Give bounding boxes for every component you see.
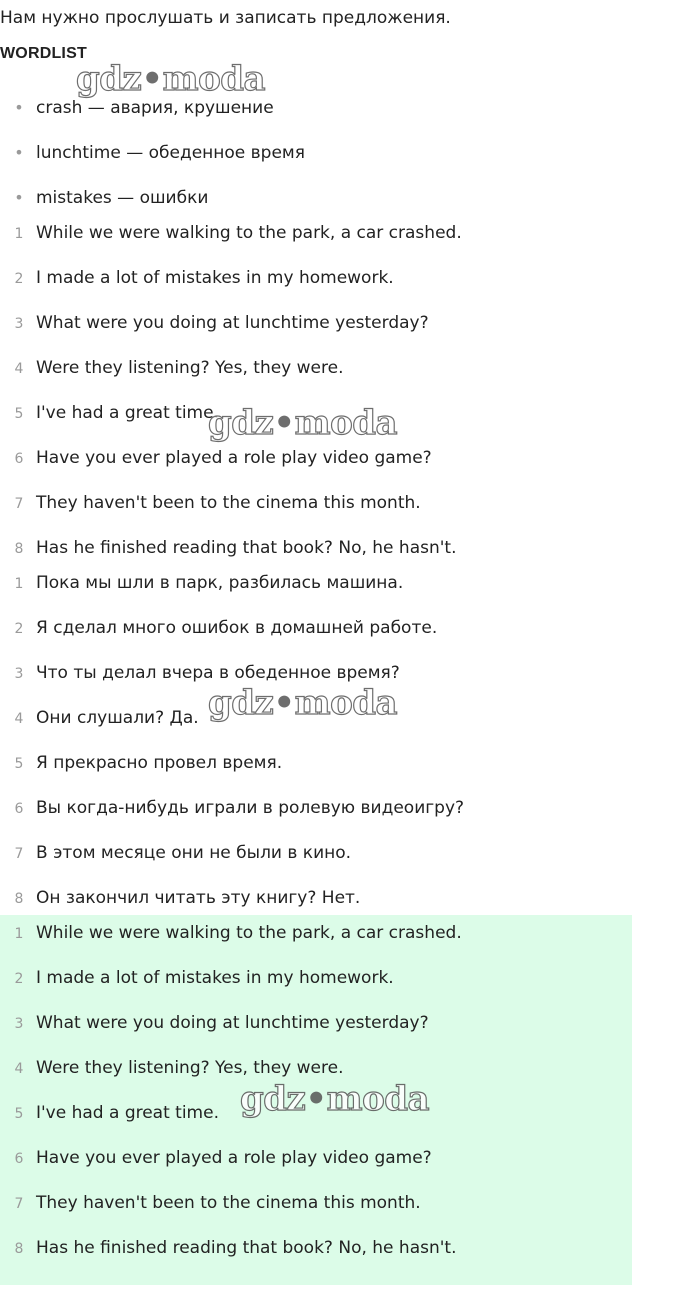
sentence-item [0,1146,632,1191]
sentence-item [0,966,632,1011]
sentence-item [0,266,632,311]
bullet-icon: • [14,98,24,117]
task-description: Нам нужно прослушать и записать предложения. [0,8,451,28]
sentence-text: I've had a great time. [36,403,219,423]
sentence-number: 4 [14,1061,24,1077]
sentence-text: В этом месяце они не были в кино. [36,843,352,863]
watermark-logo: gdz•moda [208,403,398,443]
wordlist-item [0,96,632,141]
sentence-text: Has he finished reading that book? No, he hasn't. [36,538,457,558]
sentence-item [0,491,632,536]
wordlist [0,96,632,231]
sentence-text: Я сделал много ошибок в домашней работе. [36,618,438,638]
sentence-text: Что ты делал вчера в обеденное время? [36,663,400,683]
sentence-text: Я прекрасно провел время. [36,753,283,773]
sentence-text: I made a lot of mistakes in my homework. [36,968,394,988]
sentence-text: They haven't been to the cinema this month. [36,1193,421,1213]
wordlist-item [0,141,632,186]
sentence-text: Он закончил читать эту книгу? Нет. [36,888,361,908]
sentence-item [0,1011,632,1056]
watermark-logo: gdz•moda [76,59,266,99]
sentence-item [0,921,632,966]
sentence-text: Они слушали? Да. [36,708,199,728]
watermark-logo: gdz•moda [208,683,398,723]
sentence-text: What were you doing at lunchtime yesterday? [36,313,429,333]
sentence-number: 3 [14,666,24,682]
sentence-text: Have you ever played a role play video game? [36,1148,432,1168]
sentence-number: 7 [14,1196,24,1212]
sentence-number: 6 [14,1151,24,1167]
sentence-item [0,1236,632,1281]
sentence-text: They haven't been to the cinema this month. [36,493,421,513]
sentence-text: Has he finished reading that book? No, he hasn't. [36,1238,457,1258]
watermark-logo: gdz•moda [240,1079,430,1119]
sentence-number: 8 [14,891,24,907]
russian-sentences-list [0,571,632,931]
sentence-item [0,311,632,356]
sentence-number: 2 [14,971,24,987]
sentence-number: 1 [14,226,24,242]
sentence-number: 8 [14,1241,24,1257]
sentence-item [0,616,632,661]
sentence-text: I made a lot of mistakes in my homework. [36,268,394,288]
sentence-number: 5 [14,756,24,772]
sentence-number: 1 [14,926,24,942]
sentence-number: 6 [14,801,24,817]
sentence-text: Were they listening? Yes, they were. [36,358,344,378]
wordlist-item-text: crash — авария, крушение [36,98,274,118]
sentence-text: Вы когда-нибудь играли в ролевую видеоигру? [36,798,465,818]
sentence-number: 4 [14,361,24,377]
sentence-number: 6 [14,451,24,467]
sentence-text: Пока мы шли в парк, разбилась машина. [36,573,404,593]
sentence-number: 2 [14,621,24,637]
bullet-icon: • [14,188,24,207]
sentence-item [0,356,632,401]
sentence-text: What were you doing at lunchtime yesterday? [36,1013,429,1033]
sentence-item [0,796,632,841]
sentence-number: 2 [14,271,24,287]
sentence-text: I've had a great time. [36,1103,219,1123]
sentence-text: Were they listening? Yes, they were. [36,1058,344,1078]
wordlist-item-text: lunchtime — обеденное время [36,143,305,163]
sentence-text: While we were walking to the park, a car crashed. [36,923,462,943]
sentence-number: 7 [14,496,24,512]
english-sentences-list [0,221,632,581]
sentence-number: 3 [14,316,24,332]
sentence-text: While we were walking to the park, a car crashed. [36,223,462,243]
sentence-number: 8 [14,541,24,557]
sentence-item [0,446,632,491]
sentence-text: Have you ever played a role play video game? [36,448,432,468]
sentence-item [0,841,632,886]
sentence-number: 5 [14,1106,24,1122]
sentence-item [0,221,632,266]
wordlist-heading: WORDLIST [0,45,87,62]
sentence-number: 4 [14,711,24,727]
sentence-number: 5 [14,406,24,422]
sentence-item [0,751,632,796]
bullet-icon: • [14,143,24,162]
sentence-number: 3 [14,1016,24,1032]
wordlist-item-text: mistakes — ошибки [36,188,209,208]
sentence-number: 7 [14,846,24,862]
sentence-number: 1 [14,576,24,592]
sentence-item [0,571,632,616]
sentence-item [0,1191,632,1236]
